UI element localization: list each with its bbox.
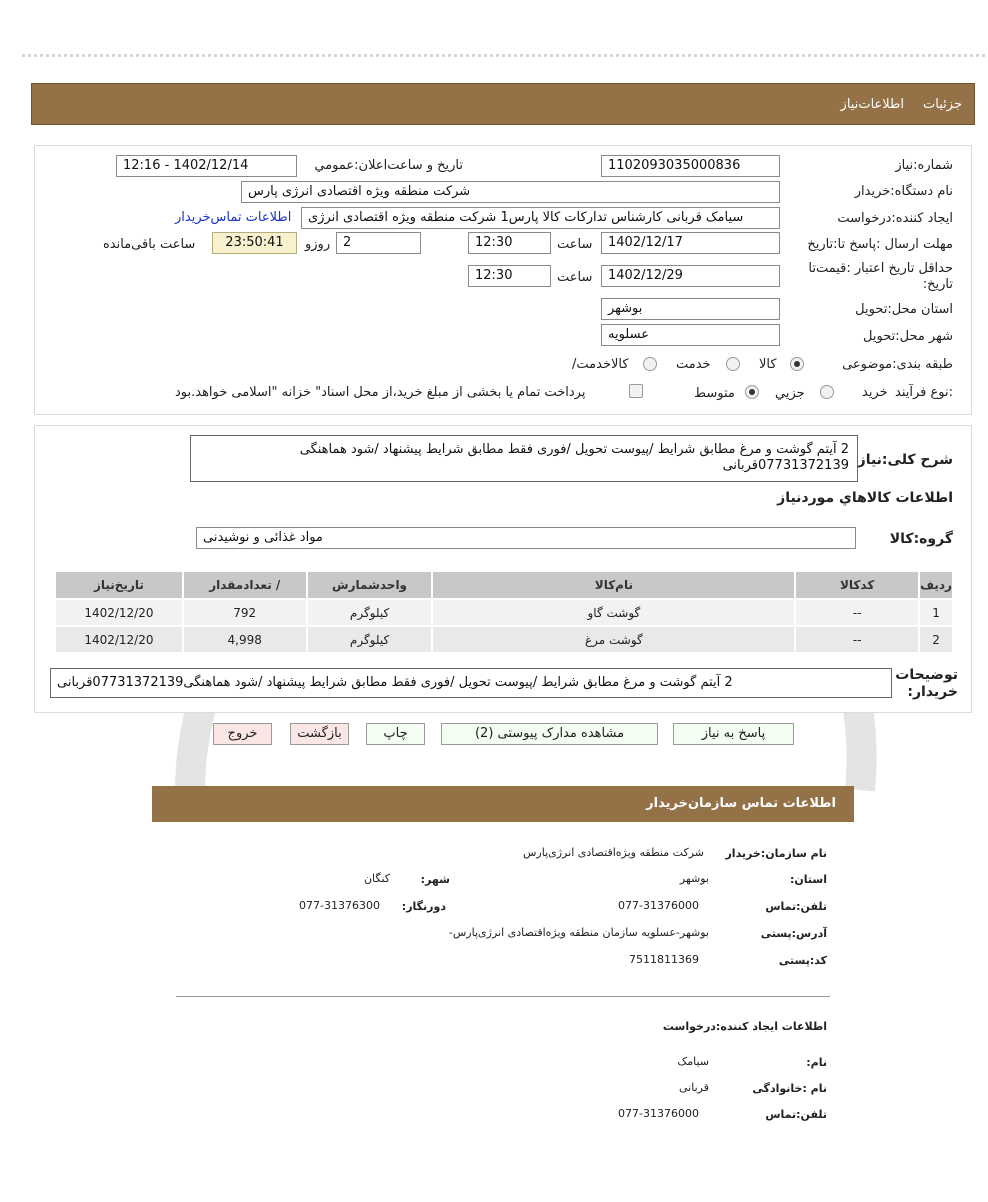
header-quantity: / تعداد‌مقدار (183, 571, 307, 599)
contact-province-value: بوشهر (679, 872, 709, 885)
contact-city-value: کنگان (363, 872, 390, 885)
city-label: شهر محل:تحویل (863, 329, 953, 344)
creator-name-label: :نام (806, 1056, 827, 1069)
goods-table-header (55, 571, 953, 599)
treasury-payment-note: پرداخت تمام یا بخشی از مبلغ خرید،از محل اسناد" خزانه "اسلامی خواهد.بود (175, 385, 586, 400)
contact-province-label: :استان (789, 873, 827, 886)
creator-label: ایجاد کننده:درخواست (837, 211, 953, 226)
buyer-notes-label-2: :خریدار (907, 684, 958, 700)
contact-header-bar (152, 786, 854, 822)
view-attachments-button[interactable]: مشاهده مدارک پیوستی (2) (441, 723, 658, 745)
creator-family-label: نام :خانوادگی (752, 1082, 827, 1095)
category-goods-service-radio[interactable] (643, 357, 657, 371)
creator-info-title: اطلاعات ایجاد کننده:درخواست (662, 1020, 827, 1033)
validity-time-label: ساعت (557, 270, 593, 285)
contact-phone-label: تلفن:تماس (765, 900, 827, 913)
category-goods-service-label: /کالاخدمت (572, 357, 629, 372)
process-small-label: جزیي (775, 386, 805, 401)
contact-city-label: :شهر (420, 873, 450, 886)
general-desc-line-1: 2 آیتم گوشت و مرغ مطابق شرایط /پیوست تحویل /فوری فقط مطابق شرایط پیشنهاد /شود هماهنگی (299, 442, 849, 457)
deadline-date-field: 1402/12/17 (601, 232, 780, 254)
validity-time-field: 12:30 (468, 265, 551, 287)
creator-phone-value: 077-31376000 (618, 1107, 699, 1120)
creator-name-value: سیامک (677, 1055, 709, 1068)
goods-group-field: مواد غذائی و نوشیدنی (196, 527, 856, 549)
remaining-time-field: 23:50:41 (212, 232, 297, 254)
remaining-label: ساعت باقی‌مانده (103, 237, 196, 252)
cell-goods-name: گوشت گاو (432, 599, 795, 626)
deadline-time-field: 12:30 (468, 232, 551, 254)
contact-postal-value: 7511811369 (629, 953, 699, 966)
buyer-notes-field: 2 آیتم گوشت و مرغ مطابق شرایط /پیوست تحویل /فوری فقط مطابق شرایط پیشنهاد /شود هماهنگی07731372139قربانی (50, 668, 892, 698)
general-desc-label: شرح کلی:نیاز (857, 452, 953, 468)
contact-postal-label: کد:پستی (778, 954, 827, 967)
announce-label: تاریخ و ساعت‌اعلان:عمومي (314, 158, 463, 173)
contact-org-value: شرکت منطقه ویژه‌اقتصادی انرژی‌پارس (522, 846, 704, 859)
cell-unit: کیلوگرم (307, 626, 433, 653)
contact-address-value: -بوشهر-عسلویه سازمان منطقه ویژه‌اقتصادی انرژی‌پارس (448, 926, 709, 939)
cell-unit: کیلوگرم (307, 599, 433, 626)
process-medium-radio[interactable] (745, 385, 759, 399)
days-field: 2 (336, 232, 421, 254)
category-label: طبقه بندی:موضوعی (842, 357, 953, 372)
header-unit: واحد‌شمارش (307, 571, 433, 599)
goods-table (54, 570, 954, 654)
header-row-number: ردیف (919, 571, 953, 599)
province-field: بوشهر (601, 298, 780, 320)
tab-need-info[interactable]: اطلاعات‌نیاز (840, 97, 904, 112)
validity-label-2: :تاریخ (922, 277, 953, 292)
cell-quantity: 792 (183, 599, 307, 626)
contact-fax-value: 077-31376300 (299, 899, 380, 912)
buyer-org-label: نام دستگاه:خریدار (854, 184, 953, 199)
creator-phone-label: تلفن:تماس (765, 1108, 827, 1121)
contact-phone-value: 077-31376000 (618, 899, 699, 912)
process-buy-label: خرید (862, 385, 888, 400)
contact-title: اطلاعات تماس سازمان‌خریدار (646, 796, 836, 811)
category-goods-radio[interactable] (790, 357, 804, 371)
creator-field: سیامک قربانی کارشناس تدارکات کالا پارس1 شرکت منطقه ویژه اقتصادی انرژی (301, 207, 780, 229)
need-number-field: 1102093035000836 (601, 155, 780, 177)
back-button[interactable]: بازگشت (290, 723, 349, 745)
cell-need-date: 1402/12/20 (55, 626, 183, 653)
days-label: روزو (305, 237, 331, 252)
treasury-payment-checkbox[interactable] (629, 384, 643, 398)
buyer-org-field: شرکت منطقه ویژه اقتصادی انرژی پارس (241, 181, 780, 203)
header-need-date: تاریخ‌نیاز (55, 571, 183, 599)
process-label: نوع فرآیند: (895, 385, 953, 400)
category-service-label: خدمت (676, 357, 711, 372)
process-small-radio[interactable] (820, 385, 834, 399)
deadline-time-label: ساعت (557, 237, 593, 252)
cell-goods-name: گوشت مرغ (432, 626, 795, 653)
contact-org-label: نام سازمان:خریدار (725, 847, 827, 860)
cell-row-number: 1 (919, 599, 953, 626)
general-desc-box (190, 435, 858, 482)
print-button[interactable]: چاپ (366, 723, 425, 745)
cell-need-date: 1402/12/20 (55, 599, 183, 626)
goods-group-label: گروه:کالا (889, 531, 953, 547)
process-medium-label: متوسط (694, 386, 735, 401)
deadline-label: مهلت ارسال :پاسخ تا:تاریخ (807, 237, 953, 252)
city-field: عسلویه (601, 324, 780, 346)
contact-address-label: آدرس:پستی (760, 927, 827, 940)
contact-fax-label: :دورنگار (401, 900, 446, 913)
province-label: استان محل:تحویل (855, 302, 953, 317)
exit-button[interactable]: خروج (213, 723, 272, 745)
announce-field: 1402/12/14 - 12:16 (116, 155, 297, 177)
category-goods-label: کالا (759, 357, 777, 372)
header-bar (31, 83, 975, 125)
category-service-radio[interactable] (726, 357, 740, 371)
need-number-label: شماره:نیاز (895, 158, 953, 173)
general-desc-line-2: 07731372139قربانی (722, 458, 849, 473)
reply-button[interactable]: پاسخ به نیاز (673, 723, 794, 745)
cell-goods-code: -- (795, 599, 919, 626)
top-divider (22, 54, 985, 57)
header-goods-name: نام‌کالا (432, 571, 795, 599)
validity-date-field: 1402/12/29 (601, 265, 780, 287)
buyer-notes-label: توضیحات (895, 667, 958, 683)
cell-quantity: 4,998 (183, 626, 307, 653)
buyer-contact-link[interactable]: اطلاعات تماس‌خریدار (175, 210, 292, 225)
validity-label: حداقل تاریخ اعتبار :قیمت‌تا (808, 261, 953, 276)
header-goods-code: کدکالا (795, 571, 919, 599)
cell-goods-code: -- (795, 626, 919, 653)
contact-divider (176, 996, 830, 997)
table-row (55, 599, 953, 626)
tab-details[interactable]: جزئیات (923, 97, 962, 112)
goods-info-title: اطلاعات کالاهاي مورد‌نیاز (777, 490, 953, 506)
cell-row-number: 2 (919, 626, 953, 653)
creator-family-value: قربانی (679, 1081, 709, 1094)
table-row (55, 626, 953, 653)
